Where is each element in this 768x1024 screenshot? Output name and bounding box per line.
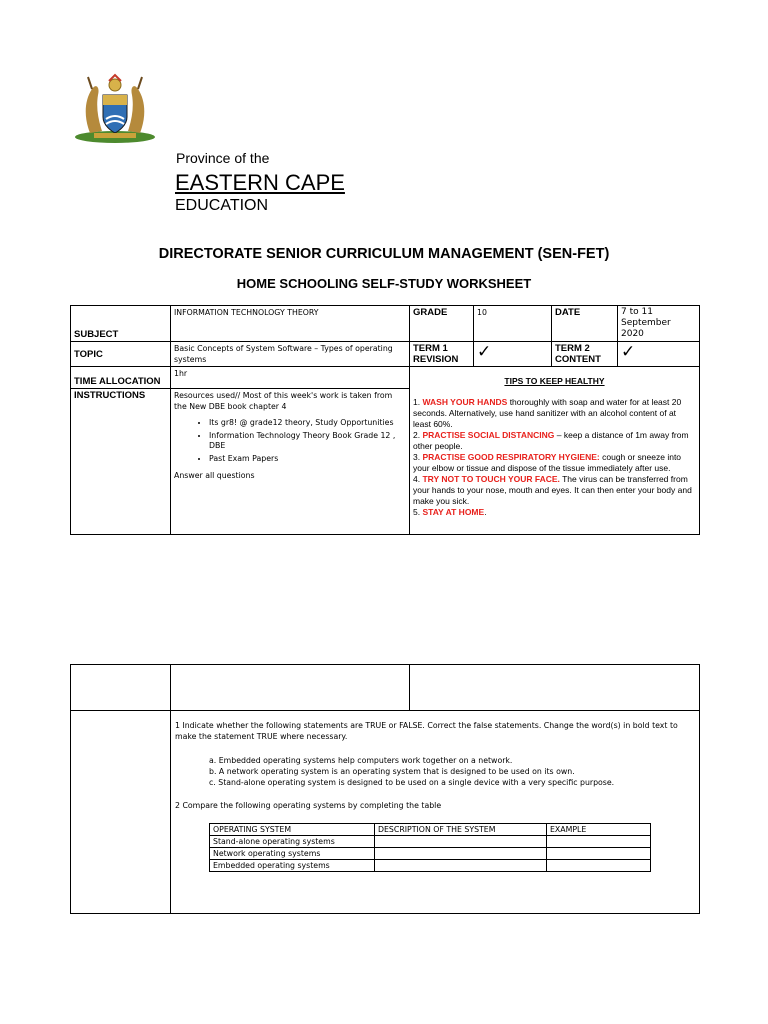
- grade-value: 10: [474, 306, 552, 342]
- subject-label: SUBJECT: [71, 306, 171, 342]
- tip-item: 5. STAY AT HOME.: [413, 507, 487, 517]
- topic-label: TOPIC: [71, 342, 171, 367]
- subject-value: INFORMATION TECHNOLOGY THEORY: [171, 306, 410, 342]
- table-row: [210, 848, 651, 860]
- tips-cell: [410, 367, 700, 535]
- table-cell[interactable]: [547, 836, 651, 848]
- table-cell: Stand-alone operating systems: [210, 836, 375, 848]
- table-cell[interactable]: [375, 848, 547, 860]
- check-mark-icon: ✓: [618, 342, 700, 367]
- questions-cell: [171, 711, 700, 914]
- table-row: [210, 860, 651, 872]
- resources-intro: Resources used// Most of this week's work is taken from the New DBE book chapter 4: [174, 391, 393, 411]
- resources-list: [174, 418, 406, 464]
- table-row: [210, 836, 651, 848]
- list-item: • Its gr8! @ grade12 theory, Study Opportunities: [209, 418, 406, 429]
- province-prefix: Province of the: [176, 150, 270, 166]
- table-header: OPERATING SYSTEM: [210, 824, 375, 836]
- table-header: EXAMPLE: [547, 824, 651, 836]
- empty-cell: [71, 665, 171, 711]
- question-1a: a. Embedded operating systems help computers work together on a network.: [209, 756, 513, 765]
- info-table: [70, 305, 700, 535]
- answer-note: Answer all questions: [174, 471, 255, 480]
- table-cell: Network operating systems: [210, 848, 375, 860]
- question-1: 1 Indicate whether the following statements are TRUE or FALSE. Correct the false statements. Change the word(s) in bold text to make the statement TRUE where necessary.: [175, 721, 678, 741]
- empty-cell: [71, 711, 171, 914]
- tip-item: 1. WASH YOUR HANDS thoroughly with soap and water for at least 20 seconds. Alternatively, use hand sanitizer with an alcohol content of at least 60%.: [413, 397, 682, 429]
- coat-of-arms-icon: [70, 73, 160, 145]
- topic-value: Basic Concepts of System Software – Types of operating systems: [171, 342, 410, 367]
- term1-label: TERM 1 REVISION: [410, 342, 474, 367]
- department-name: EDUCATION: [175, 197, 269, 214]
- table-cell: Embedded operating systems: [210, 860, 375, 872]
- empty-cell: [410, 665, 700, 711]
- tips-title: TIPS TO KEEP HEALTHY: [504, 376, 605, 386]
- tip-item: 2. PRACTISE SOCIAL DISTANCING – keep a distance of 1m away from other people.: [413, 430, 689, 451]
- table-header: DESCRIPTION OF THE SYSTEM: [375, 824, 547, 836]
- time-allocation-label: TIME ALLOCATION: [71, 367, 171, 389]
- question-1c: c. Stand-alone operating system is designed to be used on a single device with a very specific purpose.: [209, 778, 615, 787]
- comparison-table: [209, 823, 651, 872]
- tip-item: 3. PRACTISE GOOD RESPIRATORY HYGIENE: cough or sneeze into your elbow or tissue and dispose of the tissue immediately after use.: [413, 452, 682, 473]
- date-value: 7 to 11 September 2020: [618, 306, 700, 342]
- worksheet-title: HOME SCHOOLING SELF-STUDY WORKSHEET: [236, 276, 532, 291]
- list-item: • Information Technology Theory Book Grade 12 , DBE: [209, 431, 406, 452]
- date-label: DATE: [552, 306, 618, 342]
- questions-table: [70, 664, 700, 914]
- instructions-label: INSTRUCTIONS: [71, 389, 171, 535]
- province-name: EASTERN CAPE: [175, 170, 345, 195]
- question-1b: b. A network operating system is an operating system that is designed to be used on its own.: [209, 767, 575, 776]
- question-2: 2 Compare the following operating systems by completing the table: [175, 801, 442, 810]
- table-cell[interactable]: [375, 836, 547, 848]
- empty-cell: [171, 665, 410, 711]
- table-cell[interactable]: [547, 848, 651, 860]
- time-allocation-value: 1hr: [171, 367, 410, 389]
- tip-item: 4. TRY NOT TO TOUCH YOUR FACE. The virus can be transferred from your hands to your nose, mouth and eyes. It can then enter your body and make you sick.: [413, 474, 692, 506]
- table-cell[interactable]: [547, 860, 651, 872]
- check-mark-icon: ✓: [474, 342, 552, 367]
- list-item: • Past Exam Papers: [209, 454, 406, 465]
- term2-label: TERM 2 CONTENT: [552, 342, 618, 367]
- directorate-title: DIRECTORATE SENIOR CURRICULUM MANAGEMENT (SEN-FET): [158, 246, 610, 262]
- instructions-value: [171, 389, 410, 535]
- grade-label: GRADE: [410, 306, 474, 342]
- table-cell[interactable]: [375, 860, 547, 872]
